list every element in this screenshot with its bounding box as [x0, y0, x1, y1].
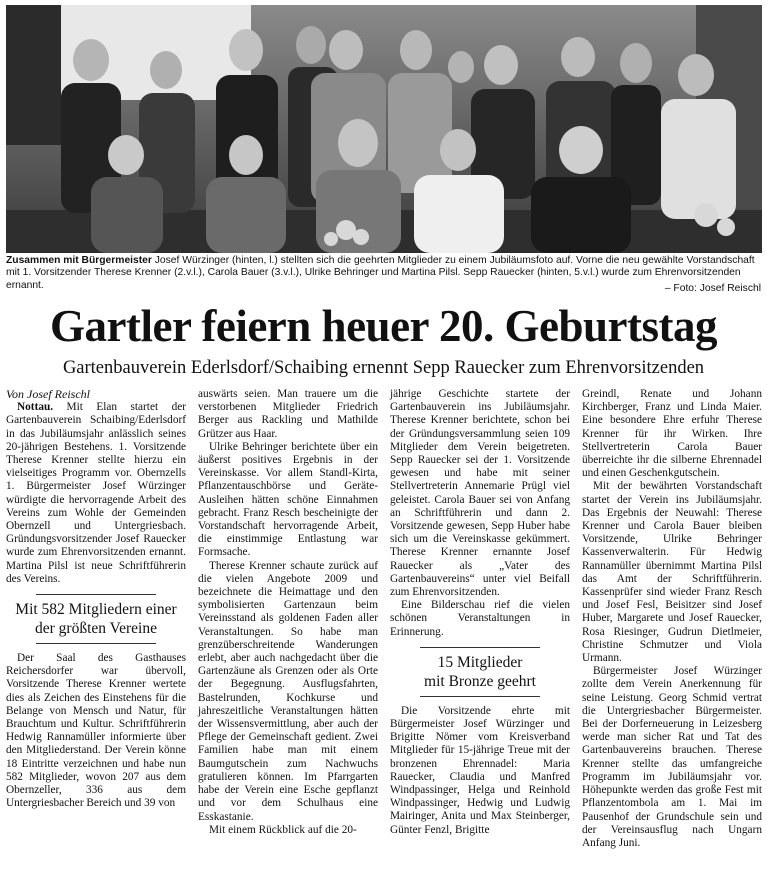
paragraph: Die Vorsitzende ehrte mit Bürgermeister Josef Würzinger und Brigitte Nömer vom Kreisverband Mitglieder für 15-jährige Treue mit der bronzenen Ehrennadel: Maria Rauecker, Claudia und Manfred Windpassinger, Helga und Reinhold Windpassinger, Hedwig und Ludwig Mairinger, Anita und Max Steinberger, Günter Fenzl, Brigitte [390, 704, 570, 836]
paragraph: Der Saal des Gasthauses Reichersdorfer war übervoll, Vorsitzende Therese Krenner wertete dies als Zeichen des Einstehens für die Belange von Mensch und Natur, für Brauchtum und Kultur. Schriftführerin Hedwig Rannamüller informierte über den Mitgliederstand. Der Verein könne 18 Eintritte verzeichnen und habe nun 582 Mitglieder, wovon 207 aus dem Obernzeller, 336 aus dem Untergriesbacher Bereich und 39 von [6, 652, 186, 810]
paragraph: jährige Geschichte startete der Gartenbauverein ins Jubiläumsjahr. Therese Krenner berichtete, schon bei der Gründungsversammlung seien 109 Mitglieder dem Verein beigetreten. Sepp Rauecker sei der 1. Vorsitzende gewesen und habe mit seiner Stellvertreterin Annemarie Prügl viel geleistet. Carola Bauer sei von Anfang an Schriftführerin und dann 2. Vorsitzende gewesen, Sepp Huber habe sich um die Vereinskasse gekümmert. Therese Krenner ernannte Josef Rauecker als „Vater des Gartenbauvereins“ unter viel Beifall zum Ehrenvorsitzenden. [390, 388, 570, 599]
subheading-line: Mit 582 Mitgliedern einer [15, 601, 177, 619]
column-1 [6, 388, 186, 810]
paragraph: Bürgermeister Josef Würzinger zollte dem Verein Anerkennung für seine Leistung. Georg Schmid vertrat die Untergriesbacher Bürgermeister. Bei der Dorferneuerung in Leizesberg werde man sicher Rat und Tat des Gartenbauvereins brauchen. Therese Krenner stellte das umfangreiche Programm im Jubiläumsjahr vor. Höhepunkte werden das große Fest mit Pflanzentombola am 1. Mai im Pausenhof der Grundschule sein und der Vereinsausflug nach Ungarn Anfang Juni. [582, 665, 762, 849]
subheading [6, 594, 186, 644]
paragraph-text: Mit Elan startet der Gartenbauverein Schaibing/Ederlsdorf in das Jubiläumsjahr anlässlich seines 20-jährigen Bestehens. 1. Vorsitzende Therese Krenner stellte hierzu ein vielseitiges Programm vor. Obernzells 1. Bürgermeister Josef Würzinger würdigte die hervorragende Arbeit des Vereins zum Wohle der Gemeinden Obernzell und Untergriesbach. Gründungsvorsitzender Josef Rauecker wurde zum Ehrenvorsitzenden ernannt. Martina Pilsl ist neue Schriftführerin des Vereins. [6, 401, 186, 585]
subheading [390, 647, 570, 697]
column-4 [582, 388, 762, 850]
group-photo-icon [6, 5, 762, 253]
dateline: Nottau. [17, 401, 54, 414]
paragraph: Greindl, Renate und Johann Kirchberger, Franz und Linda Maier. Eine besondere Ehre erfuhr Therese Krenner für ihr Wirken. Ihre Stellvertreterin Carola Bauer überreichte ihr die silberne Ehrennadel und einen Geschenkgutschein. [582, 388, 762, 480]
group-photo [6, 5, 762, 253]
subheading-line: mit Bronze geehrt [424, 672, 536, 690]
paragraph: Ulrike Behringer berichtete über ein äußerst positives Ergebnis in der Vereinskasse. Vor allem Standl-Kirta, Pflanzentauschbörse und Geräte-Ausleihen hätten schöne Einnahmen gebracht. Franz Resch bescheinigte der Vorstandschaft hervorragende Arbeit, die einstimmige Entlastung war Formsache. [198, 440, 378, 559]
subheadline: Gartenbauverein Ederlsdorf/Schaibing ernennt Sepp Rauecker zum Ehrenvorsitzenden [62, 358, 705, 378]
subheading-line: der größten Vereine [35, 620, 157, 638]
caption-lead: Zusammen mit Bürgermeister [6, 255, 152, 266]
paragraph: auswärts seien. Man trauere um die verstorbenen Mitglieder Friedrich Berger aus Rackling und Mathilde Grützer aus Haar. [198, 388, 378, 440]
paragraph: Mit einem Rückblick auf die 20- [209, 823, 357, 836]
byline: Von Josef Reischl [6, 387, 90, 401]
photo-caption [6, 255, 762, 292]
headline: Gartler feiern heuer 20. Geburtstag [50, 301, 717, 351]
column-3 [390, 388, 570, 837]
paragraph: Mit der bewährten Vorstandschaft startet der Verein ins Jubiläumsjahr. Das Ergebnis der Neuwahl: Therese Krenner und Carola Bauer bleiben Vorsitzende, Ulrike Behringer Kassenverwalterin. Für Hedwig Rannamüller übernimmt Martina Pilsl das Amt der Schriftführerin. Kassenprüfer sind wieder Franz Resch und Josef Fesl, Beisitzer sind Josef Huber, Margarete und Josef Rauecker, Rosa Riesinger, Gudrun Dietlmeier, Christine Schmutzer und Viola Urmann. [582, 480, 762, 665]
paragraph [6, 401, 186, 586]
column-2 [198, 388, 378, 837]
paragraph: Eine Bilderschau rief die vielen schönen Veranstaltungen in Erinnerung. [390, 599, 570, 638]
caption-text: Josef Würzinger (hinten, l.) stellten sich die geehrten Mitglieder zu einem Jubiläumsfoto auf. Vorne die neu gewählte Vorstandschaft mit 1. Vorsitzender Therese Krenner (2.v.l.), Carola Bauer (3.v.l.), Ulrike Behringer und Martina Pilsl. Sepp Rauecker (hinten, 5.v.l.) wurde zum Ehrenvorsitzenden ernannt. [6, 255, 755, 291]
photo-credit: – Foto: Josef Reischl [664, 283, 761, 294]
paragraph: Therese Krenner schaute zurück auf die vielen Angebote 2009 und bezeichnete die Heimattage und den symbolisierten Gartenzaun beim Vereinsstand als goldenen Faden aller Veranstaltungen. So habe man grenzüberschreitende Wanderungen erlebt, aber auch nachgedacht über die Gartenzäune als Grenzen oder als Orte der Begegnung. Ausflugsfahrten, Bastelrunden, Kochkurse und jahreszeitliche Veranstaltungen hätten der Wissensvermittlung, aber auch der Pflege der Gemeinschaft gedient. Zwei Familien habe man mit einem Baumgutschein zum Nachwuchs gratulieren können. Im Pfarrgarten habe der Verein eine Esche gepflanzt und vor dem Schulhaus eine Esskastanie. [198, 559, 378, 823]
subheading-line: 15 Mitglieder [437, 653, 523, 671]
